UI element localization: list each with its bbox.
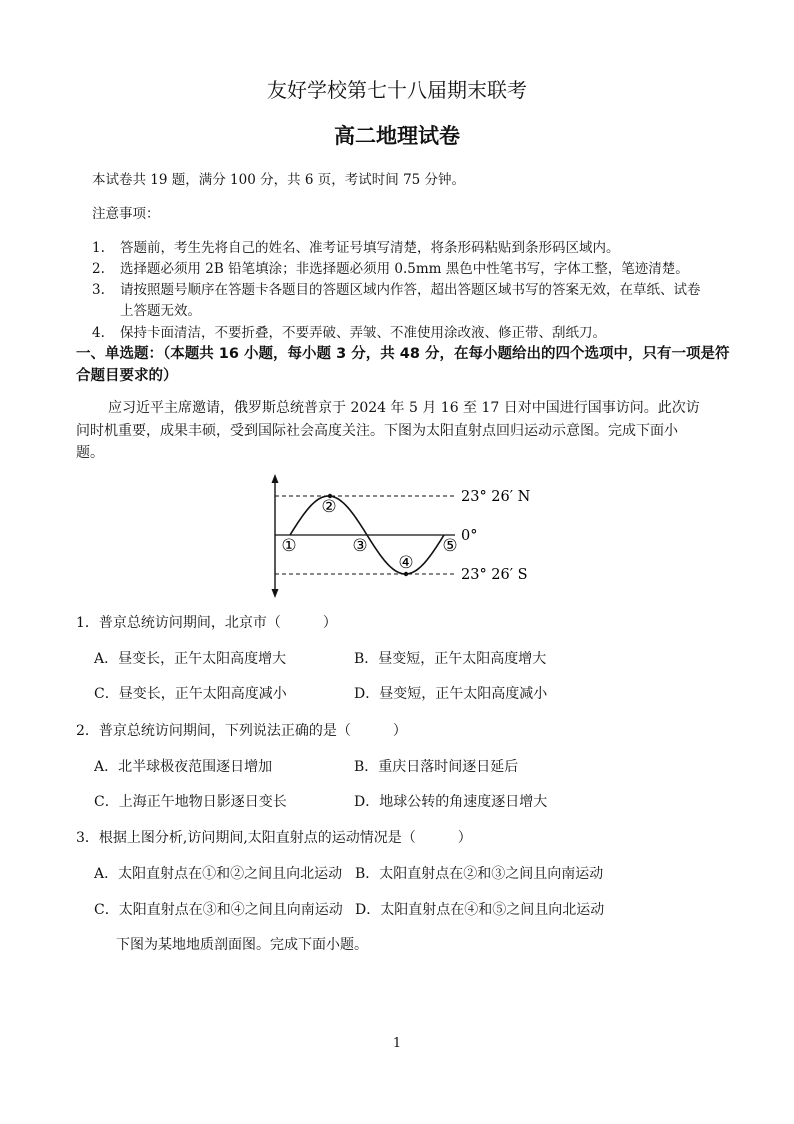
question-3-option-d: D．太阳直射点在④和⑤之间且向北运动 bbox=[355, 902, 605, 918]
note-number: 2. bbox=[92, 261, 105, 277]
subsolar-point-diagram bbox=[260, 470, 550, 600]
question-2-option-d: D．地球公转的角速度逐日增大 bbox=[354, 794, 548, 810]
school-title: 友好学校第七十八届期末联考 bbox=[267, 78, 527, 102]
tropic-north-label: 23° 26′ N bbox=[461, 489, 531, 505]
question-2-option-a: A．北半球极夜范围逐日增加 bbox=[94, 759, 273, 775]
axis-arrow-up-icon bbox=[272, 474, 279, 483]
note-number: 3. bbox=[92, 282, 105, 298]
note-item bbox=[92, 321, 606, 341]
note-text: 答题前，考生先将自己的姓名、准考证号填写清楚，将条形码粘贴到条形码区域内。 bbox=[120, 240, 620, 256]
question-1-option-b: B．昼变短，正午太阳高度增大 bbox=[354, 651, 547, 667]
section-heading-cont: 合题目要求的） bbox=[76, 368, 178, 384]
section-heading: 一、单选题：（本题共 16 小题，每小题 3 分，共 48 分，在每小题给出的四个选项中，只有一项是符 bbox=[76, 346, 730, 362]
question-2-option-b: B．重庆日落时间逐日延后 bbox=[354, 759, 519, 775]
note-item bbox=[92, 236, 620, 256]
note-number: 1. bbox=[92, 240, 105, 256]
note-text: 请按照题号顺序在答题卡各题目的答题区域内作答，超出答题区域书写的答案无效，在草纸、试卷 bbox=[120, 282, 701, 298]
note-number: 4. bbox=[92, 325, 105, 341]
question-1-option-c: C．昼变长，正午太阳高度减小 bbox=[94, 686, 287, 702]
question-3-option-b: B．太阳直射点在②和③之间且向南运动 bbox=[355, 866, 604, 882]
question-3-option-a: A．太阳直射点在①和②之间且向北运动 bbox=[94, 866, 343, 882]
axis-arrow-down-icon bbox=[272, 589, 279, 598]
question-1-stem: 1．普京总统访问期间，北京市（ ） bbox=[76, 615, 337, 631]
question-2-option-c: C．上海正午地物日影逐日变长 bbox=[94, 794, 287, 810]
point-label-3: ③ bbox=[352, 536, 368, 556]
question-1-option-a: A．昼变长，正午太阳高度增大 bbox=[94, 651, 287, 667]
note-item bbox=[92, 257, 689, 277]
page-number: 1 bbox=[392, 1036, 402, 1051]
question-1-option-d: D．昼变短，正午太阳高度减小 bbox=[354, 686, 548, 702]
point-label-5: ⑤ bbox=[442, 536, 458, 556]
equator-label: 0° bbox=[461, 528, 478, 544]
passage-line: 应习近平主席邀请，俄罗斯总统普京于 2024 年 5 月 16 至 17 日对中国进行国事访问。此次访 bbox=[108, 400, 700, 416]
passage-line: 问时机重要，成果丰硕，受到国际社会高度关注。下图为太阳直射点回归运动示意图。完成下面小 bbox=[76, 423, 678, 439]
next-passage-intro: 下图为某地地质剖面图。完成下面小题。 bbox=[116, 937, 368, 953]
exam-intro: 本试卷共 19 题，满分 100 分，共 6 页，考试时间 75 分钟。 bbox=[92, 172, 466, 188]
question-2-stem: 2．普京总统访问期间，下列说法正确的是（ ） bbox=[76, 723, 407, 739]
note-text: 保持卡面清洁，不要折叠，不要弄破、弄皱、不准使用涂改液、修正带、刮纸刀。 bbox=[120, 325, 606, 341]
point-label-2: ② bbox=[321, 497, 337, 517]
question-3-stem: 3．根据上图分析,访问期间,太阳直射点的运动情况是（ ） bbox=[76, 830, 472, 846]
notes-heading: 注意事项： bbox=[92, 206, 160, 222]
point-label-1: ① bbox=[281, 536, 297, 556]
passage-line: 题。 bbox=[76, 445, 104, 461]
tropic-south-label: 23° 26′ S bbox=[461, 567, 528, 583]
point-label-4: ④ bbox=[398, 553, 414, 573]
exam-title: 高二地理试卷 bbox=[334, 123, 460, 148]
question-3-option-c: C．太阳直射点在③和④之间且向南运动 bbox=[94, 902, 343, 918]
note-item bbox=[92, 278, 701, 298]
note-text: 选择题必须用 2B 铅笔填涂；非选择题必须用 0.5mm 黑色中性笔书写，字体工整，笔迹清楚。 bbox=[120, 261, 689, 277]
note-continuation: 上答题无效。 bbox=[120, 303, 201, 319]
